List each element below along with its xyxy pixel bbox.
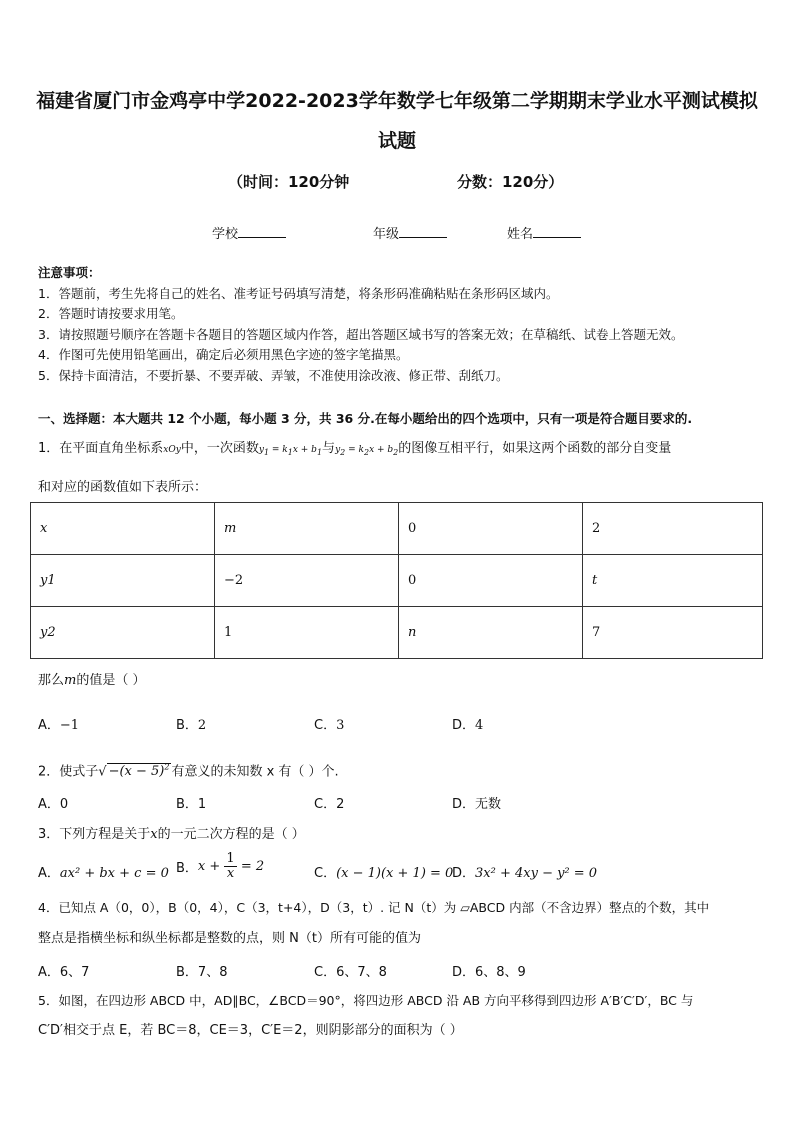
table-cell: 7 [583, 607, 763, 659]
time-label: （时间：120分钟 [228, 173, 350, 191]
q1-option-a[interactable]: A．−1 [38, 718, 80, 733]
table-row [31, 555, 763, 607]
grade-field[interactable] [373, 223, 447, 242]
table-cell: x [31, 503, 215, 555]
exam-title-line1: 福建省厦门市金鸡亭中学2022-2023学年数学七年级第二学期期末学业水平测试模拟 [36, 90, 758, 112]
exam-title-line2: 试题 [377, 130, 416, 152]
table-row [31, 607, 763, 659]
q3-option-b[interactable]: B．x + $\frac{1}{x}$ = 2 [176, 851, 265, 881]
question-1-line2: 和对应的函数值如下表所示： [38, 480, 208, 495]
q4-option-a[interactable]: A．6、7 [38, 965, 90, 980]
q3-option-d[interactable]: D．3x² + 4xy − y² = 0 [452, 866, 598, 881]
grade-label: 年级 [373, 227, 400, 242]
table-cell: t [583, 555, 763, 607]
note-item: 4．作图可先使用铅笔画出，确定后必须用黑色字迹的签字笔描黑。 [38, 347, 409, 362]
note-item: 1．答题前，考生先将自己的姓名、准考证号码填写清楚，将条形码准确粘贴在条形码区域内。 [38, 285, 559, 301]
name-blank[interactable] [533, 223, 581, 238]
q4-option-b[interactable]: B．7、8 [176, 965, 228, 980]
question-3: 3．下列方程是关于x的一元二次方程的是（ ） [38, 827, 305, 842]
question-4-line1: 4．已知点 A（0，0），B（0，4），C（3，t+4），D（3，t）. 记 N（t）为 ▱ABCD 内部（不含边界）整点的个数，其中 [38, 900, 710, 915]
q2-option-d[interactable]: D．无数 [452, 797, 502, 812]
table-cell: 1 [215, 607, 399, 659]
question-2: 2．使式子√ $-(x - 5)^2$ 有意义的未知数 x 有（ ）个. [38, 763, 339, 780]
q2-option-a[interactable]: A．0 [38, 797, 69, 812]
table-cell: m [215, 503, 399, 555]
question-4-line2: 整点是指横坐标和纵坐标都是整数的点，则 N（t）所有可能的值为 [38, 931, 421, 946]
table-cell: y2 [31, 607, 215, 659]
table-cell: y1 [31, 555, 215, 607]
q1-option-c[interactable]: C．3 [314, 718, 345, 733]
table-cell: n [399, 607, 583, 659]
q4-option-c[interactable]: C．6、7、8 [314, 965, 387, 980]
q2-option-c[interactable]: C．2 [314, 797, 345, 812]
school-field[interactable] [212, 223, 286, 242]
question-1-ask: 那么m的值是（ ） [38, 673, 146, 688]
q3-option-c[interactable]: C．(x − 1)(x + 1) = 0 [314, 866, 454, 881]
name-label: 姓名 [507, 227, 534, 242]
table-cell: −2 [215, 555, 399, 607]
section-heading: 一、选择题：本大题共 12 个小题，每小题 3 分，共 36 分.在每小题给出的四个选项中，只有一项是符合题目要求的. [38, 411, 693, 426]
notes-block [38, 263, 683, 386]
table-cell: 0 [399, 503, 583, 555]
school-label: 学校 [212, 227, 239, 242]
q1-option-d[interactable]: D．4 [452, 718, 484, 733]
note-item: 2．答题时请按要求用笔。 [38, 306, 184, 321]
table-cell: 0 [399, 555, 583, 607]
note-item: 3．请按照题号顺序在答题卡各题目的答题区域内作答，超出答题区域书写的答案无效；在草稿纸、试卷上答题无效。 [38, 326, 684, 342]
sqrt-expression: √ $-(x - 5)^2$ [98, 763, 170, 780]
table-cell: 2 [583, 503, 763, 555]
q3-option-a[interactable]: A．ax² + bx + c = 0 [38, 866, 169, 881]
grade-blank[interactable] [399, 223, 447, 238]
question-5-line1: 5．如图，在四边形 ABCD 中，AD∥BC，∠BCD＝90°，将四边形 ABCD 沿 AB 方向平移得到四边形 A′B′C′D′，BC 与 [38, 993, 694, 1008]
table-row [31, 503, 763, 555]
notes-heading: 注意事项： [38, 265, 101, 280]
q1-option-b[interactable]: B．2 [176, 718, 207, 733]
q4-option-d[interactable]: D．6、8、9 [452, 965, 526, 980]
function-value-table [30, 502, 763, 659]
school-blank[interactable] [238, 223, 286, 238]
question-5-line2: C′D′相交于点 E，若 BC＝8，CE＝3，C′E＝2，则阴影部分的面积为（ ） [38, 1023, 463, 1038]
score-label: 分数：120分） [457, 173, 564, 191]
question-1-line1: 1．在平面直角坐标系xOy中，一次函数$y_1 = k_1x + b_1$与$y_2 = k_2x + b_2$的图像互相平行，如果这两个函数的部分自变量 [38, 441, 672, 457]
q2-option-b[interactable]: B．1 [176, 797, 207, 812]
note-item: 5．保持卡面清洁，不要折暴、不要弄破、弄皱，不准使用涂改液、修正带、刮纸刀。 [38, 367, 509, 383]
name-field[interactable] [507, 223, 581, 242]
